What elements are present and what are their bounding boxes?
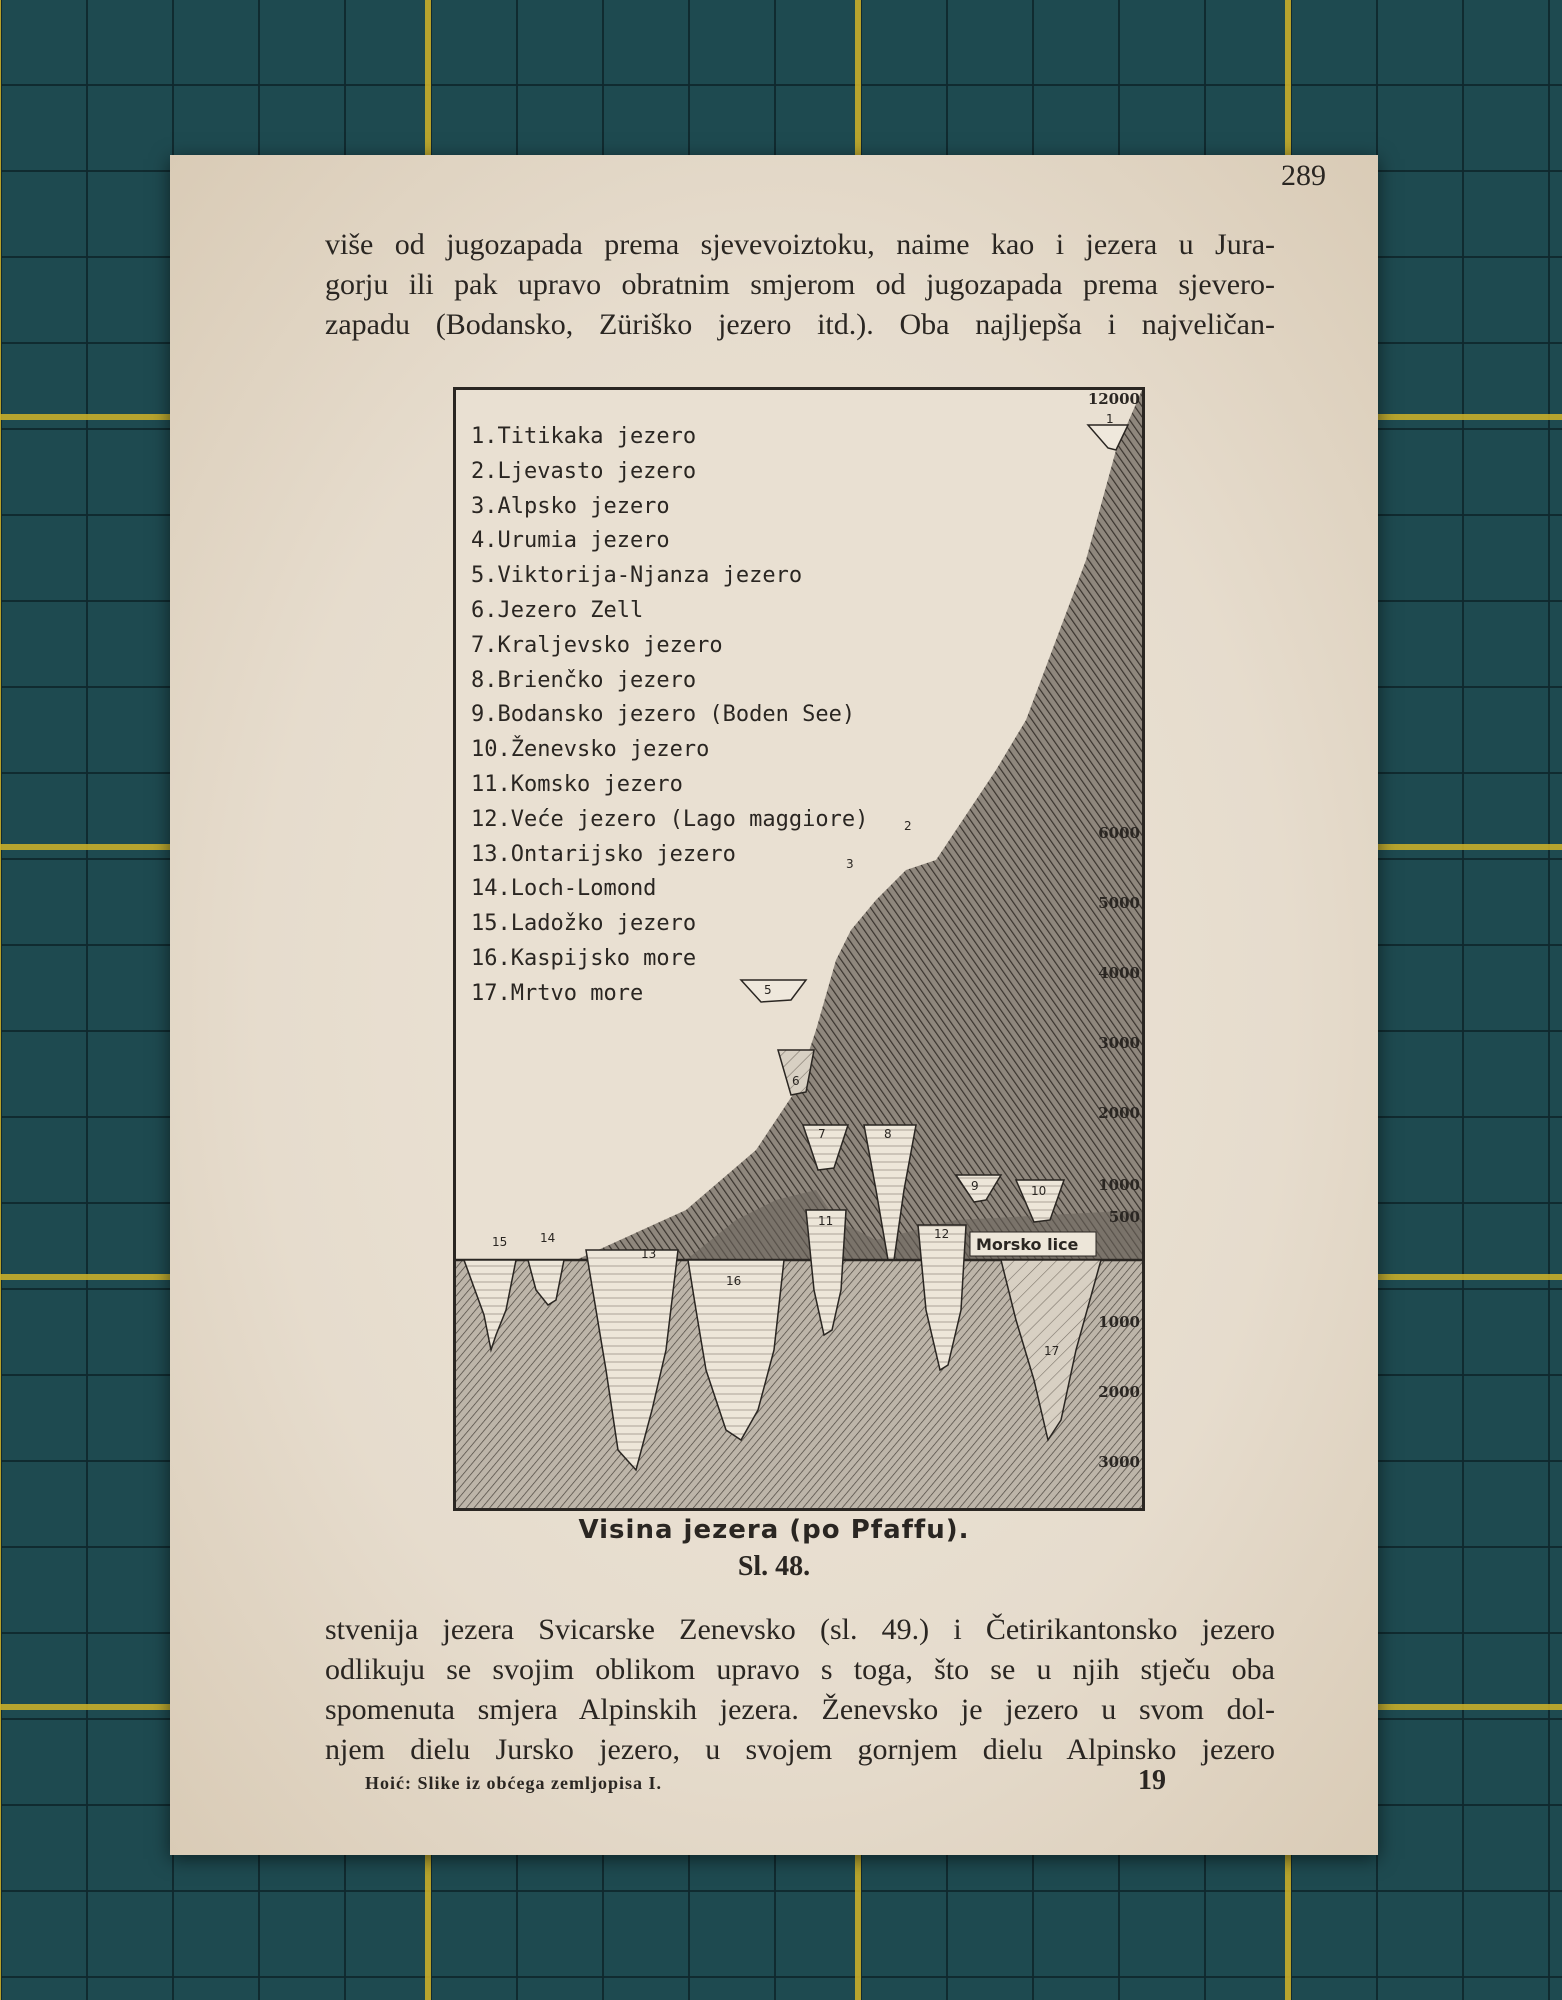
scale-label: 2000	[1098, 1104, 1140, 1122]
text-line: odlikuju se svojim oblikom upravo s toga, što se u njih stječu oba	[325, 1653, 1275, 1686]
scale-label: 1000	[1098, 1176, 1140, 1194]
lake-number: 6	[792, 1074, 800, 1088]
legend-item: 15.Ladožko jezero	[471, 911, 697, 937]
scale-label: 3000	[1098, 1453, 1140, 1471]
scale-label: 4000	[1098, 964, 1140, 982]
scale-label: 1000	[1098, 1313, 1140, 1331]
legend-item: 12.Veće jezero (Lago maggiore)	[471, 806, 869, 832]
legend-item: 6.Jezero Zell	[471, 597, 644, 623]
text-line: zapadu (Bodansko, Züriško jezero itd.). Oba najljepša i najveličan-	[325, 308, 1275, 341]
legend-item: 1.Titikaka jezero	[471, 424, 697, 449]
lake-number: 7	[818, 1127, 826, 1141]
text-line: njem dielu Jursko jezero, u svojem gornjem dielu Alpinsko jezero	[325, 1733, 1275, 1766]
lake-elevation-figure	[453, 387, 1145, 1511]
legend-item: 4.Urumia jezero	[471, 528, 670, 554]
lake-number: 3	[846, 857, 854, 871]
lake-number: 9	[971, 1179, 979, 1193]
scale-label: 12000	[1087, 390, 1140, 408]
paragraph-top	[325, 225, 1275, 345]
lake-number: 14	[540, 1231, 556, 1245]
legend-item: 2.Ljevasto jezero	[471, 458, 697, 484]
lake-number: 10	[1031, 1184, 1047, 1198]
legend-item: 9.Bodansko jezero (Boden See)	[471, 702, 856, 728]
figure-legend	[471, 420, 868, 1012]
text-line: stvenija jezera Svicarske Zenevsko (sl. 49.) i Četirikantonsko jezero	[325, 1613, 1275, 1646]
text-line: više od jugozapada prema sjevevoiztoku, naime kao i jezera u Jura-	[325, 228, 1275, 261]
signature-number: 19	[1138, 1765, 1166, 1796]
lake-number: 13	[641, 1247, 657, 1261]
legend-item: 5.Viktorija-Njanza jezero	[471, 563, 803, 589]
legend-item: 13.Ontarijsko jezero	[471, 841, 736, 867]
book-page	[170, 155, 1378, 1855]
scale-label: 5000	[1098, 894, 1140, 912]
lake-number: 17	[1044, 1344, 1060, 1358]
legend-item: 3.Alpsko jezero	[471, 493, 670, 519]
legend-item: 14.Loch-Lomond	[471, 876, 657, 902]
legend-item: 16.Kaspijsko more	[471, 945, 697, 971]
lake-number: 16	[726, 1274, 742, 1288]
legend-item: 8.Brienčko jezero	[471, 667, 697, 693]
scale-label: 6000	[1098, 824, 1140, 842]
figure-caption: Visina jezera (po Pfaffu).	[578, 1515, 970, 1545]
page-number: 289	[1281, 159, 1326, 192]
legend-item: 11.Komsko jezero	[471, 771, 683, 797]
lake-number: 8	[884, 1127, 892, 1141]
scale-label: 3000	[1098, 1034, 1140, 1052]
text-line: gorju ili pak upravo obratnim smjerom od jugozapada prema sjevero-	[325, 268, 1275, 301]
lake-number: 5	[764, 983, 772, 997]
lake-number: 2	[904, 819, 912, 833]
figure-number: Sl. 48.	[737, 1551, 811, 1582]
lake-number: 15	[492, 1235, 508, 1249]
lake-number: 11	[818, 1214, 834, 1228]
legend-item: 17.Mrtvo more	[471, 980, 644, 1006]
scale-label: 500	[1108, 1208, 1140, 1226]
scale-label: 2000	[1098, 1383, 1140, 1401]
text-line: spomenuta smjera Alpinskih jezera. Ženevsko je jezero u svom dol-	[325, 1693, 1275, 1726]
paragraph-bottom	[325, 1610, 1275, 1770]
page-footer: Hoić: Slike iz obćega zemljopisa I.	[365, 1773, 662, 1793]
sea-level-label: Morsko lice	[976, 1235, 1079, 1254]
legend-item: 7.Kraljevsko jezero	[471, 632, 723, 658]
lake-number: 1	[1106, 412, 1114, 426]
legend-item: 10.Ženevsko jezero	[471, 737, 710, 763]
lake-number: 12	[934, 1227, 950, 1241]
